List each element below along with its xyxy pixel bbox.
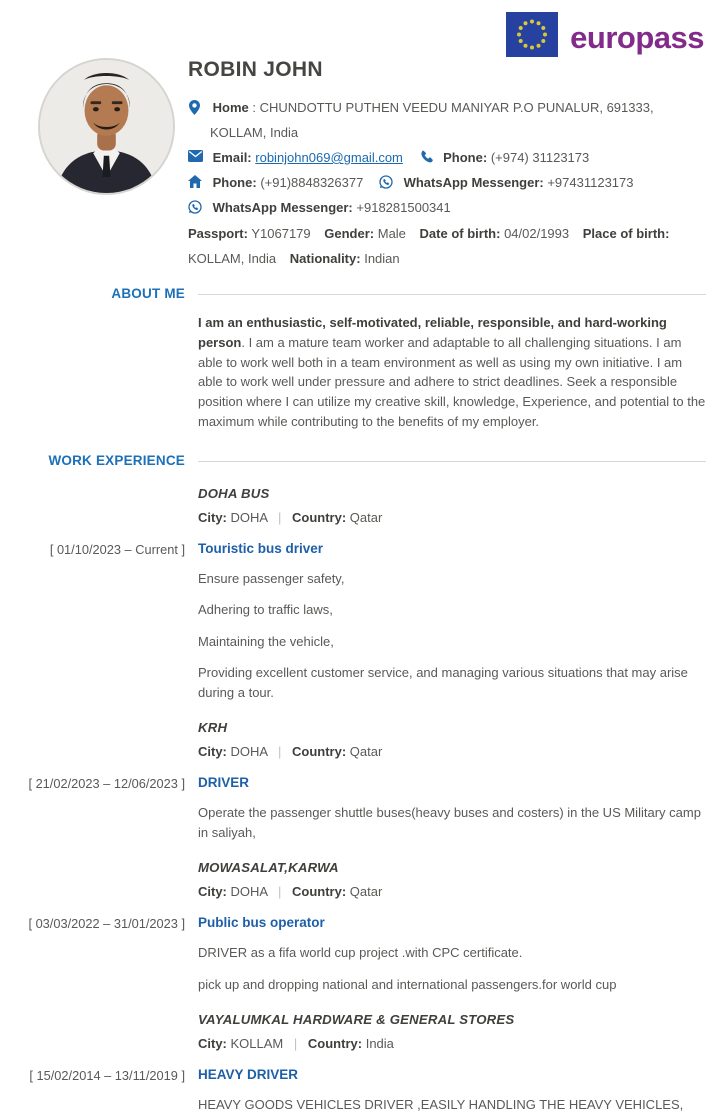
envelope-icon: [188, 150, 203, 164]
passport-value: Y1067179: [251, 226, 311, 241]
section-divider: [198, 294, 706, 295]
gender-value: Male: [377, 226, 406, 241]
employer-location: [198, 1036, 706, 1051]
job-detail: Ensure passenger safety,: [198, 570, 345, 586]
employer-name: KRH: [198, 720, 228, 735]
whatsapp-icon: [188, 200, 203, 214]
passport-label: Passport:: [188, 226, 248, 241]
employer-name: DOHA BUS: [198, 485, 270, 501]
place-of-birth-label: Place of birth:: [582, 226, 670, 241]
employer-location: [198, 744, 706, 759]
country-value: Qatar: [349, 744, 383, 759]
location-pin-icon: [188, 100, 203, 114]
date-of-birth-value: 04/02/1993: [504, 226, 570, 241]
country-label: Country:: [292, 884, 347, 899]
email-label: Email:: [212, 150, 252, 165]
pipe-separator: |: [277, 884, 282, 899]
job-detail: HEAVY GOODS VEHICLES DRIVER ,EASILY HANDLING THE HEAVY VEHICLES,: [198, 1097, 684, 1112]
about-me-section: [0, 285, 724, 432]
date-of-birth-label: Date of birth:: [419, 226, 501, 241]
nationality-value: Indian: [364, 251, 400, 266]
job-period: [ 01/10/2023 – Current ]: [49, 541, 185, 557]
contact-phone-whatsapp-row: [188, 170, 706, 195]
city-label: City:: [198, 1036, 227, 1051]
section-divider: [198, 461, 706, 462]
home-label: Home: [212, 100, 249, 115]
job-detail: Operate the passenger shuttle buses(heavy buses and costers) in the US Military camp in saliyah,: [198, 805, 701, 840]
whatsapp2-label: WhatsApp Messenger:: [212, 200, 353, 215]
whatsapp1-label: WhatsApp Messenger:: [403, 175, 544, 190]
country-value: Qatar: [349, 884, 383, 899]
employer-name: VAYALUMKAL HARDWARE & GENERAL STORES: [198, 1012, 515, 1027]
about-me-rest: . I am a mature team worker and adaptable to all challenging situations. I am able to work well both in a team environment as well as using my own initiative. I am able to work well under pressure and adhere to strict deadlines. Seek a responsible position where I can utilize my creative skill, knowledge, Experience, and potential to the maximum while contributing to the benefits of my employer.: [198, 334, 706, 429]
phone2-label: Phone:: [212, 175, 257, 190]
contact-whatsapp-row: [188, 195, 706, 220]
home-colon: :: [252, 100, 256, 115]
contact-email-phone-row: [188, 145, 706, 170]
job-detail: pick up and dropping national and international passengers.for world cup: [198, 976, 617, 992]
about-me-text: [198, 313, 706, 432]
place-of-birth-value: KOLLAM, India: [188, 251, 277, 266]
header: [0, 0, 724, 271]
work-experience-heading: WORK EXPERIENCE: [48, 452, 185, 468]
city-label: City:: [198, 509, 227, 525]
nationality-label: Nationality:: [289, 251, 361, 266]
profile-photo: [38, 58, 175, 195]
about-me-lead: I am an enthusiastic, self-motivated, reliable, responsible, and hard-working person: [198, 315, 667, 350]
job-title: HEAVY DRIVER: [198, 1067, 299, 1082]
phone1-value: (+974) 31123173: [490, 150, 590, 165]
whatsapp-icon: [379, 175, 394, 189]
phone1-label: Phone:: [443, 150, 488, 165]
whatsapp2-value: +918281500341: [356, 200, 451, 215]
job-period: [ 15/02/2014 – 13/11/2019 ]: [29, 1068, 185, 1083]
pipe-separator: |: [293, 1036, 298, 1051]
home-value: CHUNDOTTU PUTHEN VEEDU MANIYAR P.O PUNALUR, 691333, KOLLAM, India: [210, 100, 654, 140]
city-value: DOHA: [230, 509, 268, 525]
work-experience-section: [0, 452, 724, 1115]
country-label: Country:: [292, 509, 347, 525]
job-title: Public bus operator: [198, 915, 325, 930]
email-link[interactable]: robinjohn069@gmail.com: [255, 150, 403, 165]
contact-home-row: [188, 95, 706, 145]
employer-location: [198, 884, 706, 899]
phone2-value: (+91)8848326377: [260, 175, 364, 190]
city-value: KOLLAM: [230, 1036, 284, 1051]
city-label: City:: [198, 744, 227, 759]
job-title: Touristic bus driver: [198, 540, 324, 556]
whatsapp1-value: +97431123173: [547, 175, 634, 190]
city-label: City:: [198, 884, 227, 899]
pipe-separator: |: [277, 744, 282, 759]
phone-icon: [419, 150, 434, 164]
job-period: [ 03/03/2022 – 31/01/2023 ]: [28, 916, 185, 931]
employer-location: [198, 510, 706, 525]
pipe-separator: |: [277, 509, 282, 525]
job-detail: Adhering to traffic laws,: [198, 602, 333, 617]
candidate-name: ROBIN JOHN: [188, 58, 323, 81]
house-icon: [188, 175, 203, 189]
about-me-heading: ABOUT ME: [111, 286, 185, 301]
job-detail: Maintaining the vehicle,: [198, 633, 334, 649]
country-label: Country:: [292, 744, 347, 759]
job-detail: DRIVER as a fifa world cup project .with CPC certificate.: [198, 945, 523, 960]
job-title: DRIVER: [198, 775, 250, 790]
job-detail: Providing excellent customer service, and managing various situations that may arise during a tour.: [198, 665, 688, 700]
employer-name: MOWASALAT,KARWA: [198, 860, 339, 875]
city-value: DOHA: [230, 884, 268, 899]
contact-block: [188, 95, 706, 271]
identity-details-row: [188, 221, 706, 271]
city-value: DOHA: [230, 744, 268, 759]
job-period: [ 21/02/2023 – 12/06/2023 ]: [28, 776, 185, 791]
country-value: India: [365, 1036, 394, 1051]
country-label: Country:: [307, 1036, 363, 1051]
country-value: Qatar: [349, 509, 383, 525]
europass-wordmark: europass: [570, 19, 704, 55]
gender-label: Gender:: [324, 226, 375, 241]
